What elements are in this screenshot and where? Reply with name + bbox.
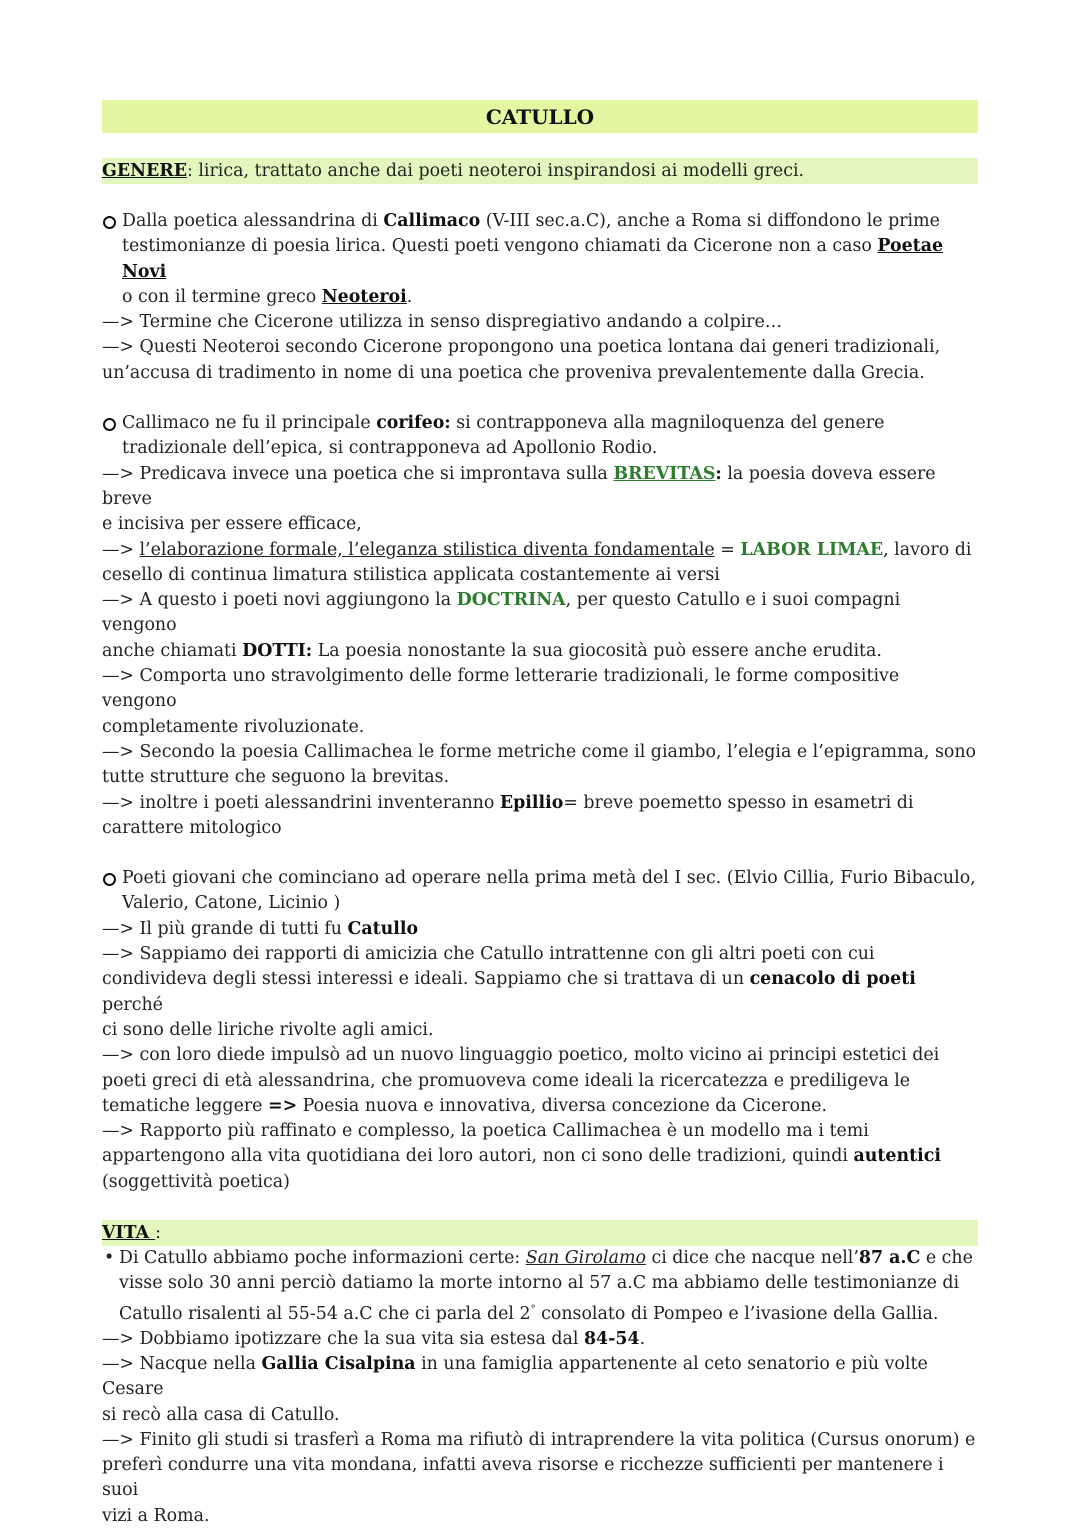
text-line: cesello di continua limatura stilistica applicata costantemente ai versi [102, 564, 720, 585]
vita-colon: : [155, 1222, 162, 1243]
genere-header [102, 158, 978, 184]
genere-label: GENERE [102, 161, 187, 181]
arrow-line: —> A questo i poeti novi aggiungono la DOCTRINA, per questo Catullo e i suoi compagni vengono [102, 590, 901, 636]
arrow-line: —> inoltre i poeti alessandrini inventeranno Epillio= breve poemetto spesso in esametri di [102, 792, 914, 813]
text-line: carattere mitologico [102, 817, 282, 838]
arrow-line: —> l’elaborazione formale, l’eleganza stilistica diventa fondamentale = LABOR LIMAE, lavoro di [102, 539, 972, 560]
text-line: ci sono delle liriche rivolte agli amici. [102, 1019, 434, 1040]
text-line: preferì condurre una vita mondana, infatti aveva risorse e ricchezze sufficienti per mantenere i suoi [102, 1455, 944, 1501]
arrow-line: —> Dobbiamo ipotizzare che la sua vita sia estesa dal 84-54. [102, 1328, 646, 1349]
text-line: visse solo 30 anni perciò datiamo la morte intorno al 57 a.C ma abbiamo delle testimonianze di [119, 1273, 960, 1294]
text-line: anche chiamati DOTTI: La poesia nonostante la sua giocosità può essere anche erudita. [102, 640, 882, 661]
title-text: CATULLO [485, 105, 595, 129]
text-line: Poeti giovani che cominciano ad operare nella prima metà del I sec. (Elvio Cillia, Furio Bibaculo, [122, 868, 976, 889]
bullet-vita-info [102, 1246, 978, 1327]
arrow-line: —> Finito gli studi si trasferì a Roma ma rifiutò di intraprendere la vita politica (Cursus onorum) e [102, 1429, 976, 1450]
circle-bullet-icon [103, 873, 116, 886]
vita-header [102, 1220, 978, 1246]
text-line: completamente rivoluzionate. [102, 716, 365, 737]
bullet-callimaco-corifeo [102, 411, 978, 462]
arrow-line: —> Termine che Cicerone utilizza in senso dispregiativo andando a colpire… [102, 312, 783, 333]
text-line: Valerio, Catone, Licinio ) [122, 893, 341, 914]
text-line: Callimaco ne fu il principale corifeo: si contrapponeva alla magniloquenza del genere [122, 413, 885, 434]
text-line: vizi a Roma. [102, 1505, 210, 1526]
text-line: un’accusa di tradimento in nome di una poetica che proveniva prevalentemente dalla Grecia. [102, 362, 925, 383]
text-line: Di Catullo abbiamo poche informazioni certe: San Girolamo ci dice che nacque nell’87 a.C e che [119, 1247, 973, 1268]
arrow-line: —> Sappiamo dei rapporti di amicizia che Catullo intrattenne con gli altri poeti con cui [102, 944, 875, 965]
text-line: testimonianze di poesia lirica. Questi poeti vengono chiamati da Cicerone non a caso Poetae Novi [122, 236, 944, 282]
text-line: o con il termine greco Neoteroi. [122, 286, 413, 307]
bullet-poeti-giovani [102, 866, 978, 917]
circle-bullet-icon [103, 216, 116, 229]
dot-bullet-icon: • [104, 1247, 115, 1268]
text-line: tutte strutture che seguono la brevitas. [102, 767, 450, 788]
text-line: si recò alla casa di Catullo. [102, 1404, 340, 1425]
text-line: condivideva degli stessi interessi e ideali. Sappiamo che si trattava di un cenacolo di poeti perché [102, 969, 916, 1015]
text-line: tradizionale dell’epica, si contrapponeva ad Apollonio Rodio. [122, 438, 658, 459]
text-line: Catullo risalenti al 55-54 a.C che ci parla del 2° consolato di Pompeo e l’ivasione della Gallia. [119, 1303, 939, 1324]
arrow-line: —> Rapporto più raffinato e complesso, la poetica Callimachea è un modello ma i temi [102, 1121, 869, 1142]
arrow-line: —> Nacque nella Gallia Cisalpina in una famiglia appartenente al ceto senatorio e più volte Cesare [102, 1353, 928, 1400]
text-line: Dalla poetica alessandrina di Callimaco (V-III sec.a.C), anche a Roma si diffondono le prime [122, 211, 940, 231]
arrow-line: —> con loro diede impulsò ad un nuovo linguaggio poetico, molto vicino ai principi estetici dei [102, 1045, 940, 1066]
circle-bullet-icon [103, 418, 116, 431]
text-line: poeti greci di età alessandrina, che promuoveva come ideali la ricercatezza e prediligeva le [102, 1070, 911, 1091]
arrow-line: —> Secondo la poesia Callimachea le forme metriche come il giambo, l’elegia e l’epigramma, sono [102, 741, 977, 762]
bullet-callimaco-origin [102, 209, 978, 310]
arrow-line: —> Questi Neoteroi secondo Cicerone propongono una poetica lontana dai generi tradizionali, [102, 337, 941, 358]
text-line: (soggettività poetica) [102, 1171, 290, 1192]
page-title [102, 100, 978, 133]
arrow-line: —> Predicava invece una poetica che si improntava sulla BREVITAS: la poesia doveva essere breve [102, 463, 936, 509]
text-line: tematiche leggere => Poesia nuova e innovativa, diversa concezione da Cicerone. [102, 1095, 827, 1116]
arrow-line: —> Comporta uno stravolgimento delle forme letterarie tradizionali, le forme compositive vengono [102, 666, 900, 712]
arrow-line: —> Il più grande di tutti fu Catullo [102, 918, 419, 939]
genere-text: : lirica, trattato anche dai poeti neoteroi inspirandosi ai modelli greci. [186, 161, 805, 181]
text-line: e incisiva per essere efficace, [102, 514, 362, 535]
text-line: appartengono alla vita quotidiana dei loro autori, non ci sono delle tradizioni, quindi autentici [102, 1146, 941, 1167]
vita-label: VITA [102, 1222, 156, 1243]
document-page [102, 100, 978, 1529]
